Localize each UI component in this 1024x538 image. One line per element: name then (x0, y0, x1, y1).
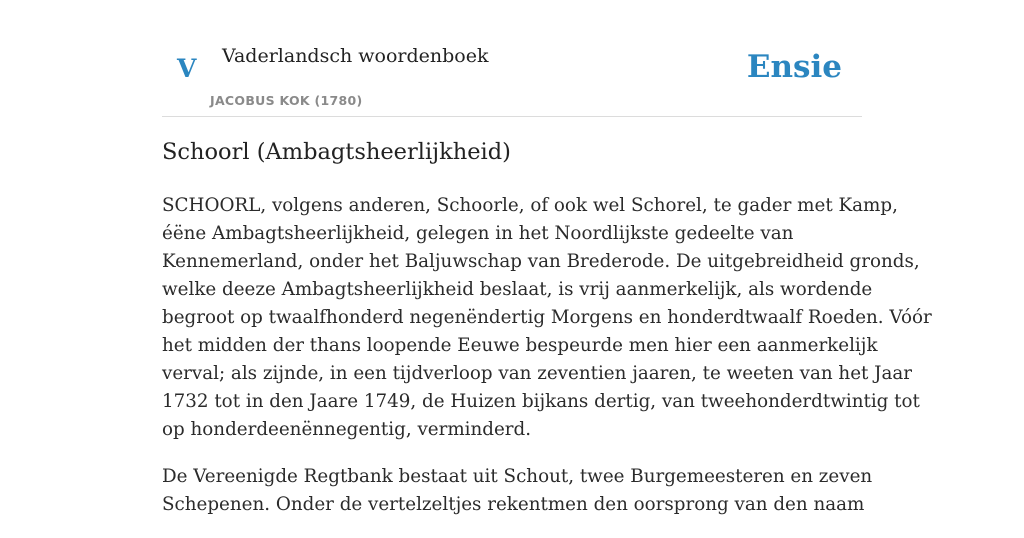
paragraph-line: De Vereenigde Regtbank bestaat uit Schout, twee Burgemeesteren en zeven (162, 466, 873, 487)
book-letter-icon: V (177, 54, 197, 83)
article-paragraph (162, 463, 882, 519)
paragraph-line: begroot op twaalfhonderd negenëndertig Morgens en honderdtwaalf Roeden. Vóór (162, 307, 932, 328)
paragraph-line: Kennemerland, onder het Baljuwschap van Brederode. De uitgebreidheid gronds, (162, 251, 920, 272)
paragraph-line: 1732 tot in den Jaare 1749, de Huizen bijkans dertig, van tweehonderdtwintig tot (162, 391, 920, 412)
paragraph-line: het midden der thans loopende Eeuwe bespeurde men hier een aanmerkelijk (162, 335, 878, 356)
article-body (162, 192, 932, 538)
book-author: JACOBUS KOK (1780) (210, 93, 363, 108)
entry-title: Schoorl (Ambagtsheerlijkheid) (162, 139, 511, 165)
article-paragraph (162, 192, 932, 444)
book-title-link[interactable]: Vaderlandsch woordenboek (222, 45, 489, 67)
paragraph-line: Schepenen. Onder de vertelzeltjes rekentmen den oorsprong van den naam (162, 494, 865, 515)
paragraph-line: op honderdeenënnegentig, verminderd. (162, 419, 532, 440)
brand-logo[interactable]: Ensie (746, 49, 842, 85)
paragraph-line: SCHOORL, volgens anderen, Schoorle, of ook wel Schorel, te gader met Kamp, (162, 195, 898, 216)
book-header (162, 0, 862, 117)
paragraph-line: welke deeze Ambagtsheerlijkheid beslaat, is vrij aanmerkelijk, als wordende (162, 279, 873, 300)
paragraph-line: éëne Ambagtsheerlijkheid, gelegen in het Noordlijkste gedeelte van (162, 223, 794, 244)
paragraph-line: verval; als zijnde, in een tijdverloop van zeventien jaaren, te weeten van het Jaar (162, 363, 913, 384)
